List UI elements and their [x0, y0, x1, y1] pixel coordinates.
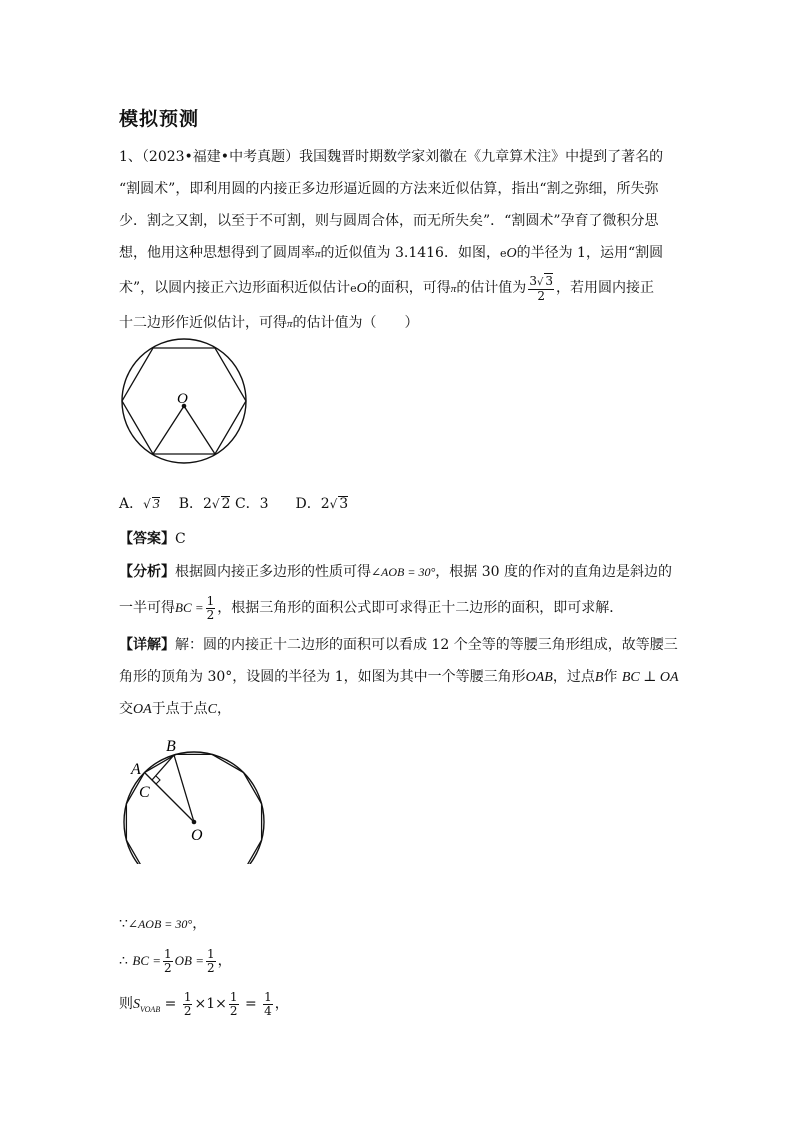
- question-line-3: 少．割之又割，以至于不可割，则与圆周合体，而无所失矣”．“割圆术”孕育了微积分思: [119, 213, 659, 229]
- circle-symbol: e: [499, 247, 507, 260]
- pi-symbol: π: [287, 318, 293, 330]
- angle-aob: ∠AOB = 30°: [371, 565, 436, 579]
- option-d[interactable]: D．2√ 3: [295, 496, 349, 512]
- figure-dodecagon-in-circle: [118, 734, 278, 864]
- step-2: ∴ BC = $\frac{1}{2}$ OB = $\frac{1}{2}$ ，: [119, 946, 232, 975]
- fraction-3root3-over-2: $\frac{3√ 3}{2}$: [529, 274, 553, 303]
- option-b[interactable]: B．2√ 2: [178, 496, 231, 512]
- stem-text: 的估计值为（ ）: [292, 315, 419, 331]
- stem-text: 的半径为 1，运用“割圆: [516, 245, 664, 261]
- circle-symbol: e: [350, 282, 357, 295]
- question-line-4: [119, 242, 663, 262]
- fraction-one-half: $\frac{1}{2}$: [206, 593, 215, 622]
- stem-text: 想，他用这种思想得到了圆周率: [119, 245, 315, 261]
- question-source: （2023•福建•中考真题）: [141, 149, 300, 165]
- question-line-1: [119, 146, 663, 166]
- detail-label: 【详解】: [119, 637, 175, 653]
- label-c: C: [139, 784, 150, 801]
- label-a: A: [131, 761, 141, 778]
- inscribed-dodecagon: [126, 754, 261, 864]
- center-point: [192, 820, 197, 825]
- stem-text: 的估计值为: [456, 280, 527, 296]
- circle-outline: [124, 752, 264, 864]
- detail-line-2: 角形的顶角为 30°，设圆的半径为 1，如图为其中一个等腰三角形OAB，过点B作 BC ⊥ OA: [119, 669, 679, 685]
- detail-line-1: 【详解】解：圆的内接正十二边形的面积可以看成 12 个全等的等腰三角形组成，故等腰三: [119, 637, 678, 653]
- stem-text: ，若用圆内接正: [555, 280, 654, 296]
- analysis-line-1: 【分析】根据圆内接正多边形的性质可得∠AOB = 30°，根据 30 度的作对的直角边是斜边的: [119, 564, 672, 580]
- step-1: ∵∠AOB = 30°，: [119, 916, 207, 932]
- radius-line-right: [184, 406, 215, 454]
- option-a[interactable]: A．√ 3: [119, 496, 160, 512]
- analysis-line-2: 一半可得BC = $\frac{1}{2}$ ，根据三角形的面积公式即可求得正十二边形的面积，即可求解．: [119, 593, 624, 622]
- section-title: 模拟预测: [119, 108, 200, 130]
- question-stem-part1: 我国魏晋时期数学家刘徽在《九章算术注》中提到了著名的: [299, 149, 664, 165]
- label-o: O: [177, 391, 188, 407]
- label-o: O: [191, 827, 203, 844]
- question-line-2: “割圆术”，即利用圆的内接正多边形逼近圆的方法来近似估算，指出“割之弥细，所失弥: [119, 181, 659, 197]
- answer-value: C: [175, 531, 186, 547]
- question-line-6: [119, 312, 419, 332]
- answer-label: 【答案】: [119, 531, 175, 547]
- option-c[interactable]: C．3: [234, 496, 269, 512]
- label-b: B: [166, 738, 176, 755]
- figure-hexagon-in-circle: [114, 332, 254, 472]
- analysis-label: 【分析】: [119, 564, 175, 580]
- point-o: O: [356, 281, 367, 296]
- answer-line: [119, 528, 186, 548]
- pi-symbol: π: [315, 248, 321, 260]
- radius-line-left: [153, 406, 184, 454]
- options-line: [119, 493, 348, 513]
- question-line-5: [119, 270, 654, 307]
- stem-text: 十二边形作近似估计，可得: [119, 315, 287, 331]
- detail-line-3: 交OA于点于点C，: [119, 701, 232, 717]
- step-3: 则$S_{VOAB}$ = $\frac{1}{2}$ ×1× $\frac{1}{2}$ = $\frac{1}{4}$ ，: [119, 989, 289, 1018]
- question-number: 1、: [119, 149, 142, 165]
- stem-text: 的面积，可得: [366, 280, 451, 296]
- pi-symbol: π: [450, 283, 457, 295]
- right-angle-mark: [152, 776, 160, 784]
- stem-text: 的近似值为 3.1416．如图，: [320, 245, 500, 261]
- point-o: O: [506, 246, 517, 261]
- stem-text: 术”，以圆内接正六边形面积近似估计: [119, 280, 351, 296]
